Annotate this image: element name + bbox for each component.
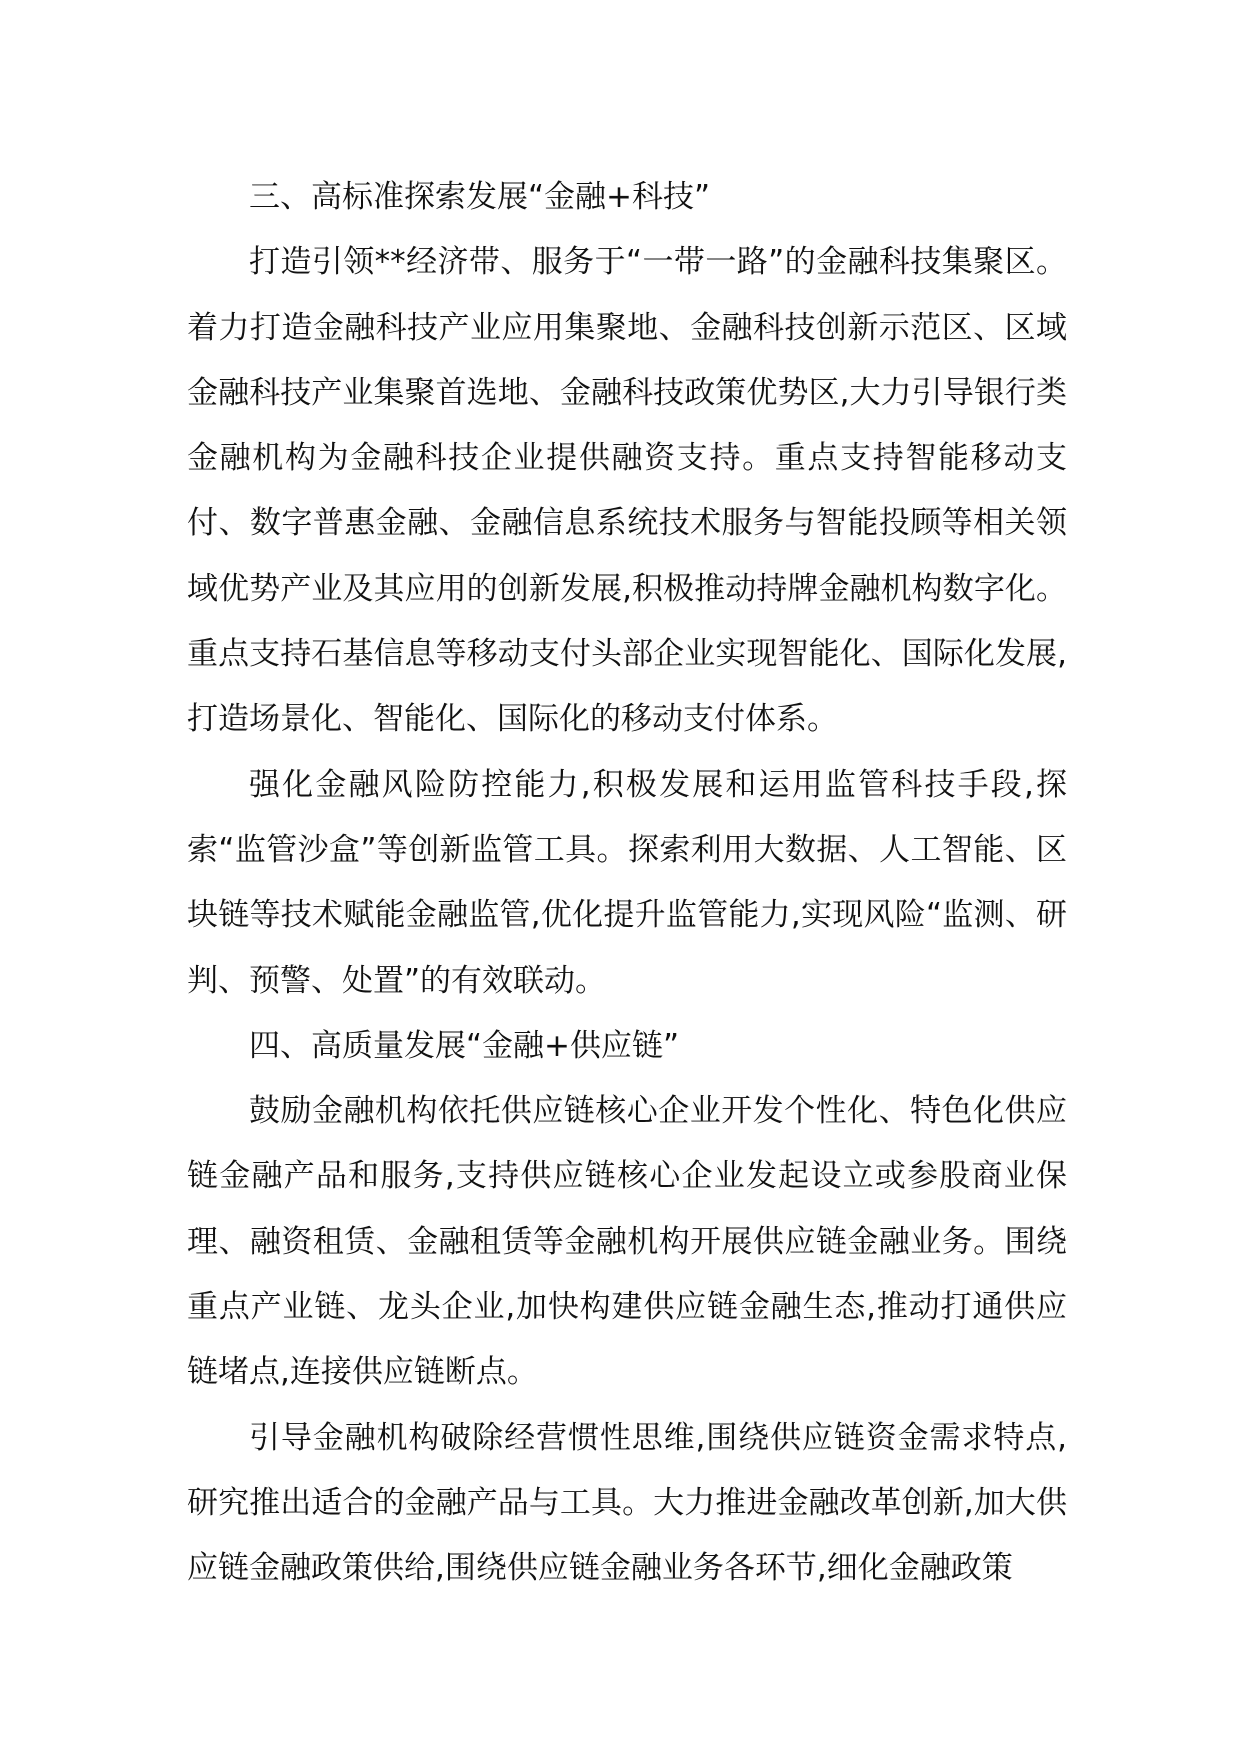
section-heading-4: 四、高质量发展“金融+供应链” — [249, 1027, 680, 1064]
document-body — [187, 165, 1067, 1602]
paragraph-supply-chain-products: 鼓励金融机构依托供应链核心企业开发个性化、特色化供应链金融产品和服务,支持供应链核心企业发起设立或参股商业保理、融资租赁、金融租赁等金融机构开展供应链金融业务。围绕重点产业链、龙头企业,加快构建供应链金融生态,推动打通供应链堵点,连接供应链断点。 — [187, 1093, 1067, 1391]
paragraph-supply-chain-policy: 引导金融机构破除经营惯性思维,围绕供应链资金需求特点,研究推出适合的金融产品与工具。大力推进金融改革创新,加大供应链金融政策供给,围绕供应链金融业务各环节,细化金融政策 — [187, 1419, 1067, 1587]
paragraph-fintech-cluster: 打造引领**经济带、服务于“一带一路”的金融科技集聚区。着力打造金融科技产业应用集聚地、金融科技创新示范区、区域金融科技产业集聚首选地、金融科技政策优势区,大力引导银行类金融机构为金融科技企业提供融资支持。重点支持智能移动支付、数字普惠金融、金融信息系统技术服务与智能投顾等相关领域优势产业及其应用的创新发展,积极推动持牌金融机构数字化。重点支持石基信息等移动支付头部企业实现智能化、国际化发展,打造场景化、智能化、国际化的移动支付体系。 — [187, 244, 1067, 738]
paragraph-risk-control: 强化金融风险防控能力,积极发展和运用监管科技手段,探索“监管沙盒”等创新监管工具。探索利用大数据、人工智能、区块链等技术赋能金融监管,优化提升监管能力,实现风险“监测、研判、预警、处置”的有效联动。 — [187, 766, 1067, 999]
section-heading-3: 三、高标准探索发展“金融+科技” — [249, 179, 711, 215]
